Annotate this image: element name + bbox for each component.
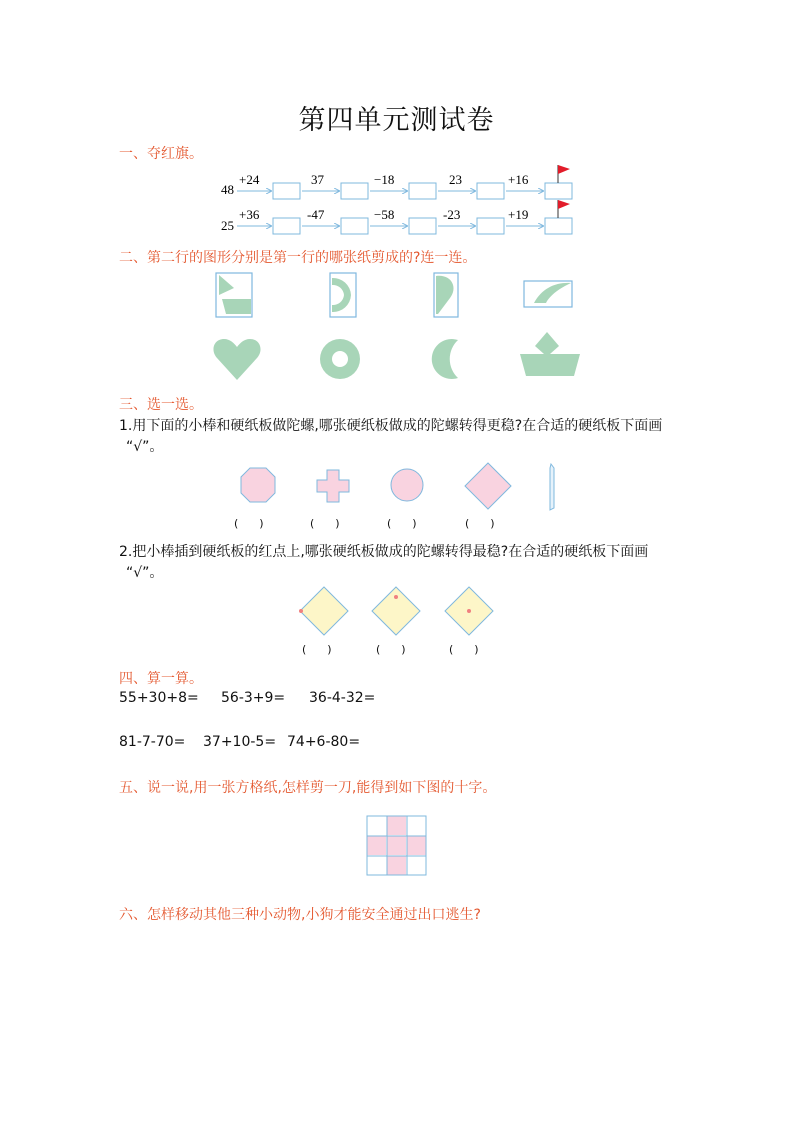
crescent-shape	[432, 339, 458, 379]
ring-shape	[320, 339, 360, 379]
row1-op-4: 23	[449, 172, 462, 187]
row1-op-1: +24	[239, 172, 260, 187]
row2-op-5: +19	[508, 207, 529, 222]
folded-paper-4	[524, 281, 572, 307]
calc-1: 55+30+8=	[119, 690, 199, 706]
folded-paper-1	[216, 273, 252, 317]
row2-answer-box-5[interactable]	[545, 218, 572, 234]
calc-3: 36-4-32=	[309, 690, 376, 706]
q1-answer-4[interactable]: ( )	[465, 517, 495, 530]
cross-grid-figure	[366, 815, 428, 877]
q1-answer-3[interactable]: ( )	[387, 517, 417, 530]
q2-answer-3[interactable]: ( )	[449, 643, 479, 656]
section-3-heading: 三、选一选。	[119, 397, 203, 413]
q1-answer-1[interactable]: ( )	[234, 517, 264, 530]
row1-start: 48	[221, 182, 234, 197]
diamond-card-center-dot	[445, 587, 493, 635]
cross-card	[317, 470, 349, 502]
octagon-card	[241, 468, 275, 502]
red-dot-cards	[292, 584, 502, 642]
calc-6: 74+6-80=	[287, 734, 361, 750]
q2-text-line1: 2.把小棒插到硬纸板的红点上,哪张硬纸板做成的陀螺转得最稳?在合适的硬纸板下面画	[119, 544, 649, 560]
folded-paper-2	[330, 273, 356, 317]
row1-op-2: 37	[311, 172, 324, 187]
row1-answer-box-2[interactable]	[341, 183, 368, 199]
diamond-card-top-dot	[372, 587, 420, 635]
row1-flag-icon	[558, 165, 570, 183]
q1-answer-2[interactable]: ( )	[310, 517, 340, 530]
spinning-top-cards	[235, 458, 565, 516]
row1-op-5: +16	[508, 172, 529, 187]
row2-answer-box-2[interactable]	[341, 218, 368, 234]
q1-text-line2: “√”。	[126, 439, 164, 455]
row1-answer-box-1[interactable]	[273, 183, 300, 199]
section-6-heading: 六、怎样移动其他三种小动物,小狗才能安全通过出口逃生?	[119, 907, 481, 923]
row2-answer-box-4[interactable]	[477, 218, 504, 234]
row2-op-3: −58	[374, 207, 395, 222]
row1-answer-box-5[interactable]	[545, 183, 572, 199]
flag-race-chain	[215, 162, 580, 240]
row2-flag-icon	[558, 200, 570, 218]
section-4-heading: 四、算一算。	[119, 671, 203, 687]
q2-answer-2[interactable]: ( )	[376, 643, 406, 656]
row2-start: 25	[221, 218, 234, 233]
calc-5: 37+10-5=	[203, 734, 277, 750]
page-title: 第四单元测试卷	[298, 105, 495, 136]
section-5-heading: 五、说一说,用一张方格纸,怎样剪一刀,能得到如下图的十字。	[119, 780, 497, 796]
heart-shape	[213, 339, 260, 380]
stick-icon	[550, 464, 554, 510]
paper-cutting-shapes	[200, 268, 600, 386]
row1-answer-box-4[interactable]	[477, 183, 504, 199]
row2-op-1: +36	[239, 207, 260, 222]
calc-4: 81-7-70=	[119, 734, 186, 750]
row2-answer-box-1[interactable]	[273, 218, 300, 234]
row2-op-2: -47	[307, 207, 325, 222]
q1-text-line1: 1.用下面的小棒和硬纸板做陀螺,哪张硬纸板做成的陀螺转得更稳?在合适的硬纸板下面画	[119, 418, 663, 434]
row2-op-4: -23	[443, 207, 461, 222]
diamond-card-edge-dot	[299, 587, 348, 635]
folded-paper-3	[434, 273, 458, 317]
calc-2: 56-3+9=	[221, 690, 286, 706]
boat-shape	[520, 332, 580, 376]
section-1-heading: 一、夺红旗。	[119, 146, 203, 162]
section-2-heading: 二、第二行的图形分别是第一行的哪张纸剪成的?连一连。	[119, 250, 477, 266]
circle-card	[391, 469, 423, 501]
row2-answer-box-3[interactable]	[409, 218, 436, 234]
diamond-card	[465, 463, 511, 509]
q2-text-line2: “√”。	[126, 565, 164, 581]
row1-op-3: −18	[374, 172, 395, 187]
row1-answer-box-3[interactable]	[409, 183, 436, 199]
q2-answer-1[interactable]: ( )	[302, 643, 332, 656]
